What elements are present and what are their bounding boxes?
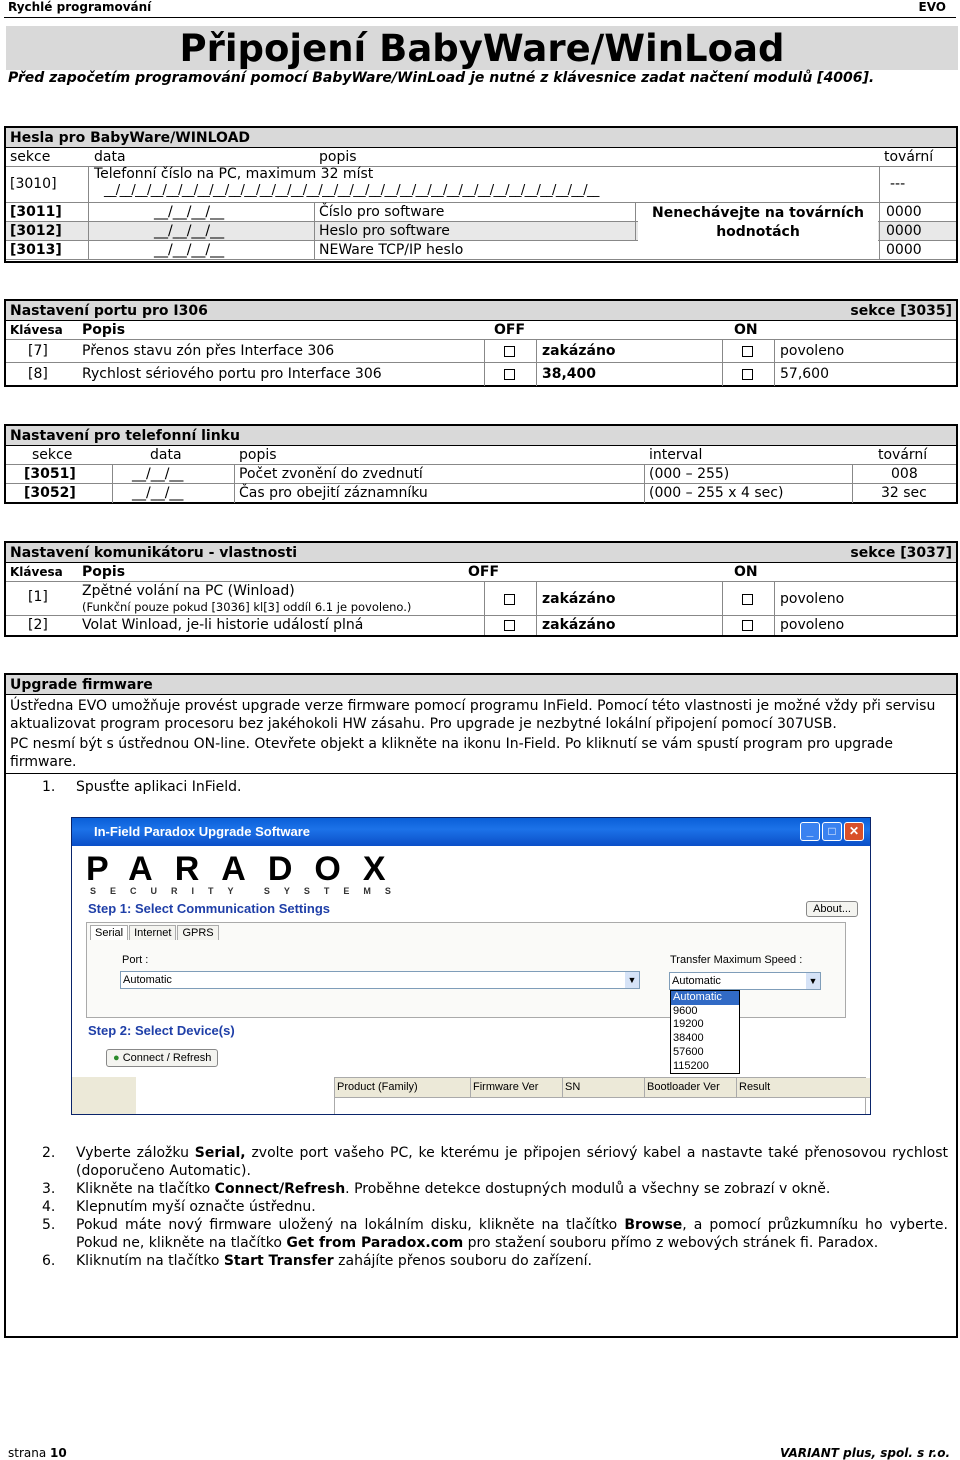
list-item: 6. Kliknutím na tlačítko Start Transfer zahájíte přenos souboru do zařízení. xyxy=(42,1253,592,1269)
on-checkbox[interactable] xyxy=(742,590,753,609)
step1-label: Step 1: Select Communication Settings xyxy=(88,901,330,916)
intro-text: Před započetím programování pomocí BabyWare/WinLoad je nutné z klávesnice zadat načtení modulů [4006]. xyxy=(8,70,875,86)
firmware-paragraph: Ústředna EVO umožňuje provést upgrade verze firmware pomocí programu InField. Pomocí této vlastnosti je možné vždy při servisu aktualizovat program procesoru bez jakéhokoli HW zásahu. Pro upgrade je nezbytné lokální připojení pomocí 307USB. xyxy=(10,698,936,732)
table-row: [7] Přenos stavu zón přes Interface 306 zakázáno povoleno xyxy=(6,340,956,363)
paradox-logo: PARADOX SECURITY SYSTEMS xyxy=(72,846,870,901)
page-number: strana 10 xyxy=(8,1446,67,1460)
company-name: VARIANT plus, spol. s r.o. xyxy=(780,1446,950,1460)
window-titlebar: In-Field Paradox Upgrade Software _ □ ✕ xyxy=(72,818,870,846)
port-select[interactable]: Automatic ▼ xyxy=(120,971,640,989)
settings-tabs xyxy=(90,925,220,940)
steps-list xyxy=(6,1144,956,1270)
table-row: [1] Zpětné volání na PC (Winload) (Funkční pouze pokud [3036] kl[3] oddíl 6.1 je povoleno.) zakázáno povoleno xyxy=(6,582,956,616)
refresh-icon: ● xyxy=(113,1052,120,1064)
steps-list xyxy=(6,778,956,796)
page-header xyxy=(8,0,946,14)
grid-header[interactable]: Product (Family) xyxy=(335,1078,471,1098)
table-row: [3051] __/__/__ Počet zvonění do zvednutí (000 – 255) 008 xyxy=(6,465,956,484)
speed-dropdown xyxy=(670,990,740,1074)
passwords-bar: Hesla pro BabyWare/WINLOAD xyxy=(6,128,956,148)
grid-header[interactable]: SN xyxy=(563,1078,645,1098)
speed-option[interactable]: Automatic xyxy=(671,991,739,1005)
tab-internet[interactable]: Internet xyxy=(129,925,176,940)
page-title: Připojení BabyWare/WinLoad xyxy=(179,27,785,70)
close-icon[interactable]: ✕ xyxy=(844,822,864,841)
speed-label: Transfer Maximum Speed : xyxy=(670,954,803,966)
window-body xyxy=(72,901,870,1114)
list-item: 2. Vyberte záložku Serial, zvolte port vašeho PC, ke kterému je připojen sériový kabel a nastavte také přenosovou rychlost (doporučeno Automatic). xyxy=(42,1145,949,1179)
off-checkbox[interactable] xyxy=(504,363,515,386)
off-checkbox[interactable] xyxy=(504,616,515,635)
device-grid[interactable] xyxy=(334,1077,866,1115)
list-item: 4. Klepnutím myší označte ústřednu. xyxy=(42,1199,316,1215)
table-row: [2] Volat Winload, je-li historie událostí plná zakázáno povoleno xyxy=(28,617,845,633)
speed-option[interactable]: 19200 xyxy=(673,1018,704,1031)
port-table xyxy=(4,299,958,387)
speed-option[interactable]: 115200 xyxy=(673,1059,709,1072)
warning-note: Nenechávejte na továrních hodnotách xyxy=(638,204,878,242)
minimize-icon[interactable]: _ xyxy=(800,822,820,841)
step2-label: Step 2: Select Device(s) xyxy=(88,1023,235,1038)
table-row: [3012] __/__/__/__ Heslo pro software 0000 xyxy=(6,222,956,241)
on-checkbox[interactable] xyxy=(742,363,753,386)
header-right: EVO xyxy=(918,0,946,14)
table-row: [8] Rychlost sériového portu pro Interface 306 38,400 57,600 xyxy=(6,363,956,386)
off-checkbox[interactable] xyxy=(504,590,515,609)
table-row: [3013] __/__/__/__ NEWare TCP/IP heslo 0000 xyxy=(6,241,956,260)
side-panel xyxy=(72,1077,136,1114)
header-left: Rychlé programování xyxy=(8,0,152,14)
chevron-down-icon: ▼ xyxy=(625,972,639,988)
table-row: [3052] __/__/__ Čas pro obejití záznamníku (000 – 255 x 4 sec) 32 sec xyxy=(24,485,927,501)
on-checkbox[interactable] xyxy=(742,340,753,363)
list-item: 5. Pokud máte nový firmware uložený na lokálním disku, klikněte na tlačítko Browse, a pomocí průzkumníku ho vyberte. Pokud ne, klikněte na tlačítko Get from Paradox.com pro stažení souboru přímo z webových stránek fi. Paradox. xyxy=(42,1217,948,1251)
connect-refresh-button[interactable]: ● Connect / Refresh xyxy=(106,1049,218,1067)
firmware-paragraph: PC nesmí být s ústřednou ON-line. Otevřete objekt a klikněte na ikonu In-Field. Po kliknutí se vám spustí program pro upgrade firmware. xyxy=(6,735,956,774)
speed-option[interactable]: 9600 xyxy=(673,1004,698,1017)
chevron-down-icon: ▼ xyxy=(806,973,820,989)
infield-window xyxy=(71,817,871,1115)
port-bar: Nastavení portu pro I306 sekce [3035] xyxy=(6,301,956,321)
grid-header[interactable]: Bootloader Ver xyxy=(645,1078,737,1098)
phone-bar: Nastavení pro telefonní linku xyxy=(6,426,956,446)
tab-gprs[interactable]: GPRS xyxy=(177,925,218,940)
phone-table xyxy=(4,424,958,504)
on-checkbox[interactable] xyxy=(742,616,753,635)
speed-option[interactable]: 57600 xyxy=(673,1045,704,1058)
maximize-icon[interactable]: □ xyxy=(822,822,842,841)
header-divider xyxy=(4,17,956,18)
port-header-row: Klávesa Popis OFF ON xyxy=(6,321,956,340)
passwords-table xyxy=(4,126,958,263)
table-row: [3011] __/__/__/__ Číslo pro software 0000 xyxy=(6,203,956,222)
comm-header-row: Klávesa Popis OFF ON xyxy=(6,563,956,582)
comm-table xyxy=(4,541,958,637)
passwords-header-row: sekce data popis tovární xyxy=(6,148,956,167)
phone-header-row: sekce data popis interval tovární xyxy=(6,446,956,465)
comm-bar: Nastavení komunikátoru - vlastnosti sekce [3037] xyxy=(6,543,956,563)
firmware-bar: Upgrade firmware xyxy=(6,675,956,695)
off-checkbox[interactable] xyxy=(504,340,515,363)
speed-option[interactable]: 38400 xyxy=(673,1032,704,1045)
list-item: 3. Klikněte na tlačítko Connect/Refresh. Proběhne detekce dostupných modulů a všechny se zobrazí v okně. xyxy=(42,1181,831,1197)
list-item: 1. Spusťte aplikaci InField. xyxy=(42,779,242,795)
tab-serial[interactable]: Serial xyxy=(90,925,128,940)
speed-select[interactable]: Automatic ▼ xyxy=(669,972,821,990)
about-button[interactable]: About... xyxy=(806,901,858,917)
grid-header[interactable]: Result xyxy=(737,1078,871,1098)
table-row: [3010] Telefonní číslo na PC, maximum 32 míst __/__/__/__/__/__/__/__/__/__/__/__/__/__/__/__/__/__/__/__/__/__/__/__/__/__/__/__/__/__/__/__ --- xyxy=(6,167,956,203)
port-label: Port : xyxy=(122,954,149,966)
grid-header[interactable]: Firmware Ver xyxy=(471,1078,563,1098)
